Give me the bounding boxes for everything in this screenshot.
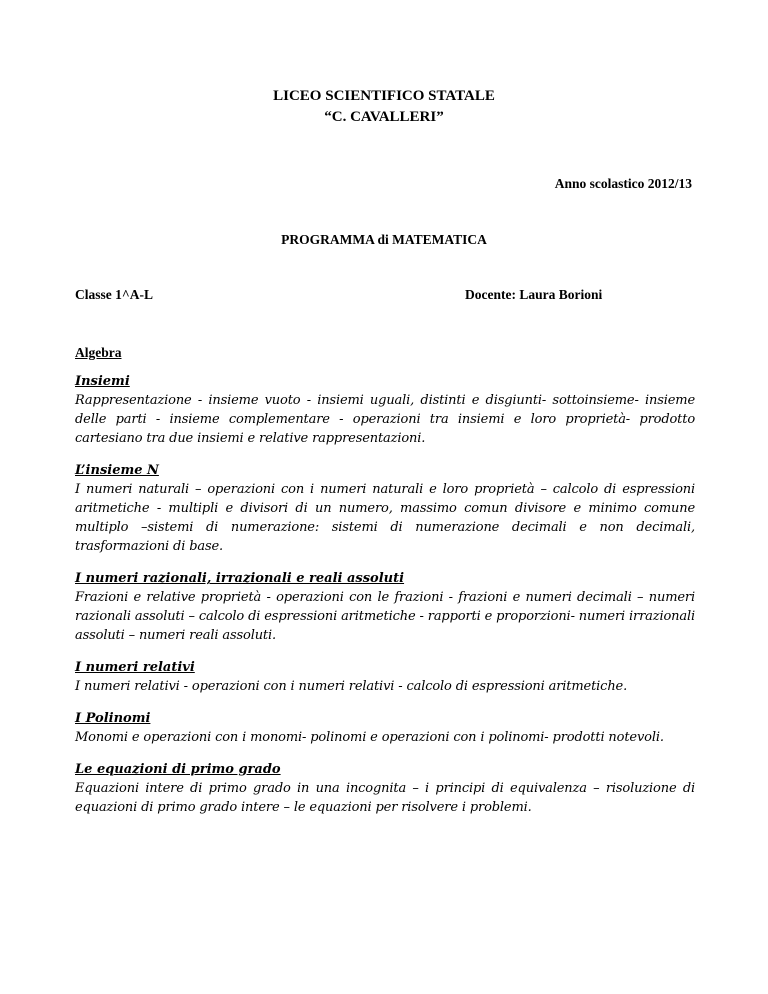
section-insieme-n	[75, 461, 695, 556]
section-body: Frazioni e relative proprietà - operazioni con le frazioni - frazioni e numeri decimali – numeri razionali assoluti – calcolo di espressioni aritmetiche - rapporti e proporzioni- numeri irrazionali assoluti – numeri reali assoluti.	[75, 590, 695, 643]
school-name-line1: LICEO SCIENTIFICO STATALE	[273, 88, 495, 104]
class-label: Classe 1^A-L	[75, 287, 153, 302]
section-numeri-relativi	[75, 658, 695, 696]
school-year: Anno scolastico 2012/13	[554, 176, 692, 191]
section-title: Insiemi	[75, 374, 130, 389]
section-body: I numeri naturali – operazioni con i numeri naturali e loro proprietà – calcolo di espressioni aritmetiche - multipli e divisori di un numero, massimo comun divisore e minimo comune multiplo –sistemi di numerazione: sistemi di numerazione decimali e non decimali, trasformazioni di base.	[75, 482, 695, 554]
section-numeri-razionali	[75, 569, 695, 645]
teacher-label: Docente: Laura Borioni	[465, 287, 603, 302]
section-title: L’insieme N	[75, 463, 159, 478]
subject-heading: Algebra	[75, 345, 122, 360]
section-polinomi	[75, 709, 695, 747]
section-title: I numeri razionali, irrazionali e reali assoluti	[75, 571, 405, 586]
section-insiemi	[75, 372, 695, 448]
program-title: PROGRAMMA di MATEMATICA	[281, 232, 487, 247]
school-name	[0, 86, 768, 128]
section-title: I numeri relativi	[75, 660, 195, 675]
section-body: I numeri relativi - operazioni con i numeri relativi - calcolo di espressioni aritmetiche.	[75, 679, 628, 694]
school-name-line2: “C. CAVALLERI”	[324, 109, 444, 125]
section-body: Rappresentazione - insieme vuoto - insiemi uguali, distinti e disgiunti- sottoinsieme- insieme delle parti - insieme complementare - operazioni tra insiemi e loro proprietà- prodotto cartesiano tra due insiemi e relative rappresentazioni.	[75, 393, 695, 446]
program-sections	[75, 372, 695, 830]
section-title: I Polinomi	[75, 711, 151, 726]
section-body: Monomi e operazioni con i monomi- polinomi e operazioni con i polinomi- prodotti notevoli.	[75, 730, 664, 745]
section-title: Le equazioni di primo grado	[75, 762, 281, 777]
section-body: Equazioni intere di primo grado in una incognita – i principi di equivalenza – risoluzione di equazioni di primo grado intere – le equazioni per risolvere i problemi.	[75, 781, 695, 815]
section-equazioni	[75, 760, 695, 817]
